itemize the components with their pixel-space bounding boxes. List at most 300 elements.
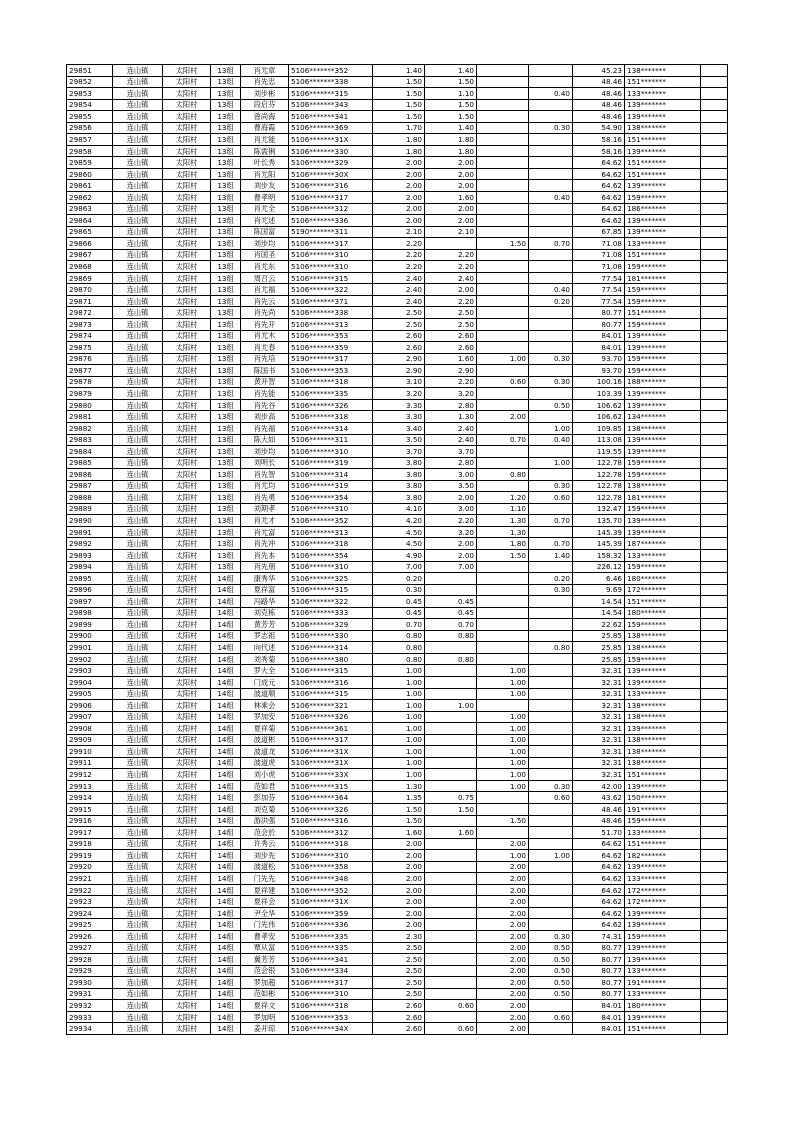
table-cell [701,342,728,354]
table-cell: 连山镇 [113,850,163,862]
table-cell [529,884,573,896]
table-cell: 29868 [67,261,113,273]
table-cell [477,480,529,492]
table-cell: 13组 [211,307,241,319]
table-cell: 1.00 [477,676,529,688]
table-cell: 29859 [67,157,113,169]
table-cell [529,145,573,157]
table-cell: 陈国富 [241,226,289,238]
table-cell: 2.00 [425,549,477,561]
table-cell: 2.20 [373,238,425,250]
table-cell: 连山镇 [113,653,163,665]
table-cell [701,353,728,365]
table-cell: 159******* [625,457,701,469]
table-cell: 2.20 [425,249,477,261]
table-cell [477,145,529,157]
table-cell: 连山镇 [113,804,163,816]
table-cell: 13组 [211,145,241,157]
table-cell [425,850,477,862]
table-cell: 连山镇 [113,469,163,481]
table-cell: 122.78 [573,469,625,481]
table-row [67,584,728,596]
table-cell: 太阳村 [163,561,211,573]
table-cell [701,111,728,123]
table-cell: 连山镇 [113,630,163,642]
table-cell: 刘步友 [241,180,289,192]
table-cell: 2.00 [373,884,425,896]
table-cell: 连山镇 [113,319,163,331]
table-cell: 连山镇 [113,931,163,943]
table-cell: 1.30 [477,515,529,527]
table-cell: 1.80 [373,134,425,146]
table-cell [477,157,529,169]
table-cell: 波道虎 [241,757,289,769]
table-cell: 29910 [67,746,113,758]
table-cell: 1.40 [425,122,477,134]
table-cell: 连山镇 [113,422,163,434]
table-cell: 0.80 [373,630,425,642]
table-cell: 太阳村 [163,353,211,365]
table-cell: 1.00 [477,780,529,792]
table-row [67,388,728,400]
table-cell: 29912 [67,769,113,781]
table-cell: 29909 [67,734,113,746]
table-cell: 5106*******353 [289,330,373,342]
table-cell: 150******* [625,792,701,804]
table-cell: 5106*******34X [289,1023,373,1035]
table-cell: 93.70 [573,365,625,377]
table-cell: 5106*******310 [289,988,373,1000]
table-cell [701,827,728,839]
table-cell: 5106*******329 [289,157,373,169]
table-cell: 2.00 [373,203,425,215]
table-cell: 5106*******310 [289,446,373,458]
table-cell: 太阳村 [163,838,211,850]
table-cell: 119.55 [573,446,625,458]
table-cell: 刘秀菊 [241,653,289,665]
table-row [67,353,728,365]
table-cell: 48.46 [573,99,625,111]
table-cell: 肖尤章 [241,65,289,77]
table-cell [701,549,728,561]
table-cell: 刘克菊 [241,804,289,816]
table-cell [425,965,477,977]
table-cell: 太阳村 [163,757,211,769]
table-cell [425,884,477,896]
table-cell: 2.00 [373,838,425,850]
table-cell: 64.62 [573,838,625,850]
table-cell [425,734,477,746]
table-cell: 13组 [211,561,241,573]
table-row [67,931,728,943]
table-cell: 80.77 [573,307,625,319]
table-cell: 肖先云 [241,295,289,307]
table-cell: 连山镇 [113,942,163,954]
table-row [67,168,728,180]
table-cell: 连山镇 [113,215,163,227]
table-cell: 5106*******338 [289,76,373,88]
table-cell: 74.31 [573,931,625,943]
table-cell: 159******* [625,295,701,307]
table-cell: 2.40 [425,434,477,446]
table-row [67,238,728,250]
table-cell [529,168,573,180]
table-cell: 64.62 [573,873,625,885]
table-cell: 29864 [67,215,113,227]
table-cell: 0.30 [529,584,573,596]
table-cell: 138******* [625,734,701,746]
table-cell: 肖国圣 [241,249,289,261]
table-cell: 1.00 [477,711,529,723]
table-row [67,919,728,931]
table-cell: 1.80 [425,134,477,146]
table-cell [425,977,477,989]
table-row [67,515,728,527]
table-cell: 太阳村 [163,157,211,169]
table-cell: 48.46 [573,111,625,123]
table-cell: 29921 [67,873,113,885]
table-cell: 5106*******319 [289,457,373,469]
table-cell: 139******* [625,388,701,400]
table-cell: 2.30 [373,931,425,943]
table-cell: 13组 [211,342,241,354]
table-row [67,457,728,469]
table-cell: 3.10 [373,376,425,388]
table-cell: 连山镇 [113,111,163,123]
table-cell: 14组 [211,792,241,804]
table-cell: 3.70 [425,446,477,458]
table-cell: 连山镇 [113,226,163,238]
table-cell: 波道彬 [241,734,289,746]
table-cell: 2.20 [425,515,477,527]
table-cell: 连山镇 [113,1023,163,1035]
table-cell: 13组 [211,99,241,111]
table-cell: 太阳村 [163,272,211,284]
table-cell: 1.20 [477,492,529,504]
table-cell: 29884 [67,446,113,458]
table-cell [477,168,529,180]
table-row [67,376,728,388]
table-cell: 3.30 [373,411,425,423]
table-cell: 13组 [211,319,241,331]
table-cell: 29858 [67,145,113,157]
table-cell: 2.50 [425,319,477,331]
table-cell: 1.00 [425,700,477,712]
table-cell [425,896,477,908]
table-cell: 139******* [625,226,701,238]
table-cell: 159******* [625,284,701,296]
table-cell: 太阳村 [163,619,211,631]
table-cell: 门成元 [241,676,289,688]
table-cell: 1.40 [529,549,573,561]
table-cell: 罗大全 [241,665,289,677]
table-cell: 32.31 [573,665,625,677]
table-cell: 14组 [211,907,241,919]
table-cell: 5106*******315 [289,88,373,100]
table-cell [425,907,477,919]
table-cell [701,192,728,204]
table-cell [701,503,728,515]
table-cell: 29865 [67,226,113,238]
table-cell: 14组 [211,977,241,989]
table-cell: 肖先开 [241,319,289,331]
table-cell: 连山镇 [113,619,163,631]
table-cell: 138******* [625,630,701,642]
table-cell: 曹孝安 [241,931,289,943]
table-cell: 1.50 [373,815,425,827]
table-cell [529,827,573,839]
table-cell: 29901 [67,642,113,654]
table-cell: 29881 [67,411,113,423]
table-cell [529,561,573,573]
table-cell: 太阳村 [163,884,211,896]
table-cell: 29853 [67,88,113,100]
table-cell: 13组 [211,134,241,146]
table-cell: 29897 [67,596,113,608]
table-cell: 0.30 [529,931,573,943]
table-cell: 13组 [211,469,241,481]
table-cell: 5106*******313 [289,526,373,538]
table-cell [701,180,728,192]
table-cell: 1.00 [477,723,529,735]
table-cell: 1.60 [425,827,477,839]
table-cell: 1.00 [477,665,529,677]
table-cell: 151******* [625,76,701,88]
table-cell [477,365,529,377]
table-row [67,180,728,192]
table-cell: 32.31 [573,700,625,712]
table-cell: 2.40 [373,295,425,307]
table-cell [701,284,728,296]
table-cell: 182******* [625,850,701,862]
table-cell: 罗志祖 [241,630,289,642]
table-cell: 2.50 [373,954,425,966]
table-cell: 29903 [67,665,113,677]
table-cell [477,272,529,284]
table-cell: 13组 [211,365,241,377]
table-cell: 5106*******310 [289,561,373,573]
table-cell [529,838,573,850]
table-cell: 13组 [211,168,241,180]
table-cell: 13组 [211,76,241,88]
table-cell: 139******* [625,723,701,735]
table-cell: 2.00 [425,157,477,169]
table-cell: 13组 [211,192,241,204]
table-cell [529,307,573,319]
table-cell: 29922 [67,884,113,896]
table-row [67,226,728,238]
table-cell: 太阳村 [163,122,211,134]
table-cell [477,446,529,458]
table-cell: 64.62 [573,896,625,908]
table-cell: 14组 [211,688,241,700]
table-cell: 连山镇 [113,538,163,550]
table-cell: 周召云 [241,272,289,284]
table-cell: 2.00 [425,168,477,180]
table-cell [529,619,573,631]
table-cell: 2.00 [373,896,425,908]
table-cell: 连山镇 [113,977,163,989]
table-cell: 太阳村 [163,630,211,642]
table-cell: 0.80 [477,469,529,481]
table-cell: 32.31 [573,734,625,746]
table-cell: 122.78 [573,457,625,469]
table-cell: 1.00 [373,676,425,688]
table-cell: 肖先智 [241,469,289,481]
table-cell: 122.78 [573,492,625,504]
table-cell: 刘步先 [241,850,289,862]
table-cell: 139******* [625,676,701,688]
table-cell: 14组 [211,931,241,943]
table-row [67,1023,728,1035]
table-cell [701,746,728,758]
table-cell: 0.30 [529,480,573,492]
table-cell: 肖尤福 [241,284,289,296]
table-cell [477,65,529,77]
table-cell: 黄开智 [241,376,289,388]
table-cell: 84.01 [573,342,625,354]
table-cell [477,261,529,273]
table-cell: 1.60 [425,192,477,204]
table-cell: 连山镇 [113,168,163,180]
table-cell: 71.08 [573,238,625,250]
table-cell: 罗加超 [241,977,289,989]
table-cell: 夏祥菊 [241,723,289,735]
table-cell: 太阳村 [163,365,211,377]
table-cell: 29920 [67,861,113,873]
table-cell: 1.00 [477,757,529,769]
table-cell: 2.00 [373,873,425,885]
table-cell: 连山镇 [113,446,163,458]
table-cell: 冀芳芳 [241,954,289,966]
table-cell: 32.31 [573,676,625,688]
table-cell: 太阳村 [163,88,211,100]
table-cell: 门先伟 [241,919,289,931]
table-cell: 连山镇 [113,919,163,931]
table-row [67,1000,728,1012]
table-cell: 29915 [67,804,113,816]
table-cell [701,734,728,746]
table-cell: 0.45 [425,596,477,608]
table-cell: 51.70 [573,827,625,839]
table-cell [529,815,573,827]
table-row [67,711,728,723]
table-row [67,284,728,296]
table-cell [425,919,477,931]
table-cell: 5106*******364 [289,792,373,804]
table-cell: 连山镇 [113,573,163,585]
table-cell: 林乘会 [241,700,289,712]
table-cell: 太阳村 [163,850,211,862]
table-cell [529,272,573,284]
table-cell: 151******* [625,249,701,261]
table-cell: 太阳村 [163,873,211,885]
table-row [67,157,728,169]
table-cell: 13组 [211,388,241,400]
table-cell: 太阳村 [163,388,211,400]
table-row [67,734,728,746]
table-cell: 181******* [625,492,701,504]
table-cell [529,596,573,608]
table-cell: 29929 [67,965,113,977]
table-cell: 5106*******326 [289,711,373,723]
table-cell [701,226,728,238]
table-cell: 145.39 [573,526,625,538]
table-cell: 5106*******338 [289,307,373,319]
table-cell [529,757,573,769]
table-cell: 2.00 [477,838,529,850]
table-cell: 13组 [211,353,241,365]
table-row [67,215,728,227]
table-cell: 5106*******315 [289,688,373,700]
table-cell: 1.10 [425,88,477,100]
table-cell: 0.40 [529,88,573,100]
table-cell: 1.70 [373,122,425,134]
table-cell: 139******* [625,145,701,157]
table-cell: 14组 [211,919,241,931]
table-cell: 14组 [211,746,241,758]
table-cell: 连山镇 [113,596,163,608]
table-cell: 3.80 [373,492,425,504]
table-cell: 13组 [211,434,241,446]
table-cell: 139******* [625,434,701,446]
table-row [67,561,728,573]
table-cell: 3.00 [425,503,477,515]
table-cell [701,526,728,538]
table-cell: 159******* [625,815,701,827]
table-cell [425,584,477,596]
table-cell: 29876 [67,353,113,365]
table-cell: 波道龙 [241,746,289,758]
table-cell: 太阳村 [163,226,211,238]
table-row [67,145,728,157]
table-cell: 5106*******330 [289,630,373,642]
table-cell: 29902 [67,653,113,665]
table-cell: 太阳村 [163,700,211,712]
table-cell: 0.40 [529,434,573,446]
table-cell: 100.16 [573,376,625,388]
table-cell: 太阳村 [163,249,211,261]
table-cell: 连山镇 [113,65,163,77]
table-cell: 肖尤均 [241,480,289,492]
table-cell: 29925 [67,919,113,931]
table-cell: 连山镇 [113,203,163,215]
table-cell: 太阳村 [163,653,211,665]
table-cell [529,653,573,665]
table-cell: 刘期孝 [241,503,289,515]
table-cell: 段启芬 [241,99,289,111]
table-cell: 29873 [67,319,113,331]
table-cell: 32.31 [573,769,625,781]
table-cell: 太阳村 [163,1000,211,1012]
table-cell: 14组 [211,942,241,954]
table-cell: 连山镇 [113,954,163,966]
table-cell: 连山镇 [113,1011,163,1023]
table-cell: 180******* [625,607,701,619]
table-cell: 太阳村 [163,261,211,273]
table-cell: 29905 [67,688,113,700]
table-row [67,977,728,989]
table-cell: 1.00 [477,769,529,781]
table-cell: 太阳村 [163,330,211,342]
table-cell: 连山镇 [113,711,163,723]
table-cell: 罗加安 [241,711,289,723]
table-cell: 2.60 [373,1011,425,1023]
table-cell [701,630,728,642]
table-cell: 29934 [67,1023,113,1035]
table-cell: 连山镇 [113,330,163,342]
table-cell: 2.00 [373,215,425,227]
